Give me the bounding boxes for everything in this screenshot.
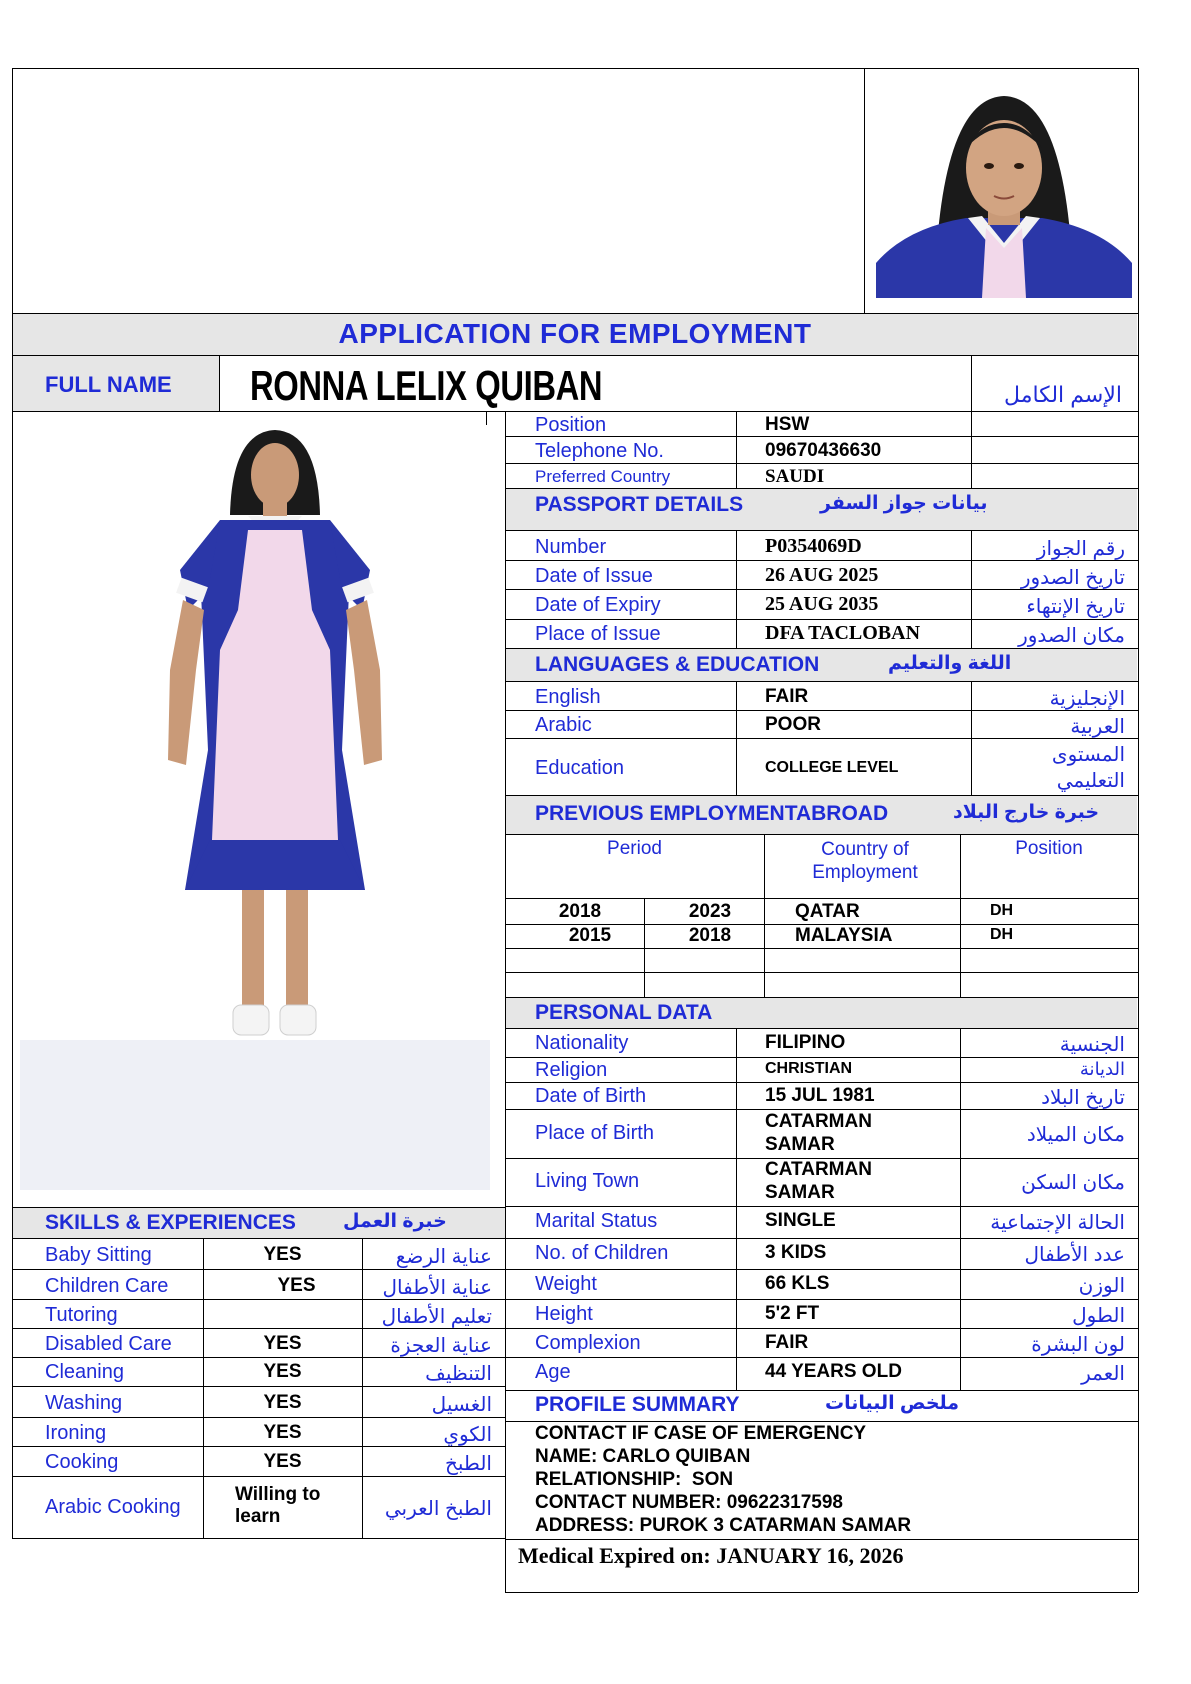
issue-date-value: 26 AUG 2025 xyxy=(765,564,879,586)
medical-expiry: Medical Expired on: JANUARY 16, 2026 xyxy=(518,1543,904,1568)
profile-line-4: CONTACT NUMBER: 09622317598 xyxy=(535,1492,843,1513)
skill-children-care-label: Children Care xyxy=(45,1275,169,1297)
telephone-value: 09670436630 xyxy=(765,440,882,461)
skill-children-care-value: YES xyxy=(277,1275,316,1296)
living-town-label: Living Town xyxy=(535,1170,640,1192)
passport-number-label: Number xyxy=(535,536,607,558)
emp-position-header: Position xyxy=(1015,838,1083,859)
emp-row2-country: MALAYSIA xyxy=(795,925,893,946)
arabic-label: Arabic xyxy=(535,714,592,736)
english-arabic: الإنجليزية xyxy=(1049,688,1125,710)
passport-title: PASSPORT DETAILS xyxy=(535,493,744,516)
skill-children-care-arabic: عناية الأطفال xyxy=(382,1277,492,1299)
preferred-country-value: SAUDI xyxy=(765,466,825,487)
dob-arabic: تاريخ البلاد xyxy=(1041,1087,1125,1109)
skill-washing-value: YES xyxy=(263,1392,302,1413)
age-label: Age xyxy=(535,1361,571,1383)
marital-status-arabic: الحالة الإجتماعية xyxy=(990,1212,1125,1234)
nationality-arabic: الجنسية xyxy=(1059,1034,1125,1056)
telephone-label: Telephone No. xyxy=(535,440,664,462)
marital-status-label: Marital Status xyxy=(535,1210,658,1232)
personal-title: PERSONAL DATA xyxy=(535,1001,713,1024)
arabic-value: POOR xyxy=(765,714,821,735)
skill-washing-arabic: الغسيل xyxy=(431,1394,492,1416)
emp-row2-to: 2018 xyxy=(688,925,732,946)
expiry-date-arabic: تاريخ الإنتهاء xyxy=(1026,596,1125,618)
skill-arabic-cooking-value: Willing to learn xyxy=(235,1484,321,1527)
children-label: No. of Children xyxy=(535,1242,669,1264)
skill-baby-sitting-arabic: عناية الرضع xyxy=(395,1246,492,1268)
expiry-date-label: Date of Expiry xyxy=(535,594,661,616)
living-town-value: CATARMAN SAMAR xyxy=(765,1159,872,1203)
education-value: COLLEGE LEVEL xyxy=(765,759,899,776)
position-value: HSW xyxy=(765,414,810,435)
dob-value: 15 JUL 1981 xyxy=(765,1085,875,1106)
position-label: Position xyxy=(535,414,607,436)
skill-cooking-value: YES xyxy=(263,1451,302,1472)
skill-tutoring-label: Tutoring xyxy=(45,1304,118,1326)
page-title: APPLICATION FOR EMPLOYMENT xyxy=(338,318,812,349)
skill-disabled-care-value: YES xyxy=(263,1333,302,1354)
height-arabic: الطول xyxy=(1072,1305,1125,1327)
emp-row1-position: DH xyxy=(990,902,1014,919)
weight-label: Weight xyxy=(535,1273,597,1295)
profile-line-5: ADDRESS: PUROK 3 CATARMAN SAMAR xyxy=(535,1515,912,1536)
skill-ironing-value: YES xyxy=(263,1422,302,1443)
languages-title-arabic: اللغة والتعليم xyxy=(888,653,1012,674)
complexion-arabic: لون البشرة xyxy=(1031,1334,1125,1356)
profile-title-arabic: ملخص البيانات xyxy=(825,1393,960,1414)
complexion-value: FAIR xyxy=(765,1332,809,1353)
religion-value: CHRISTIAN xyxy=(765,1060,853,1077)
portrait-photo xyxy=(876,88,1132,298)
dob-label: Date of Birth xyxy=(535,1085,647,1107)
pob-arabic: مكان الميلاد xyxy=(1026,1124,1125,1146)
issue-place-value: DFA TACLOBAN xyxy=(765,622,921,644)
emp-row1-country: QATAR xyxy=(795,901,860,922)
children-value: 3 KIDS xyxy=(765,1242,827,1263)
employment-title: PREVIOUS EMPLOYMENTABROAD xyxy=(535,802,889,825)
age-value: 44 YEARS OLD xyxy=(765,1361,902,1382)
employment-title-arabic: خبرة خارج البلاد xyxy=(953,802,1100,823)
living-town-arabic: مكان السكن xyxy=(1021,1172,1125,1194)
marital-status-value: SINGLE xyxy=(765,1210,836,1231)
emp-row1-from: 2018 xyxy=(558,901,602,922)
nationality-value: FILIPINO xyxy=(765,1032,846,1053)
country-header: Country of Employment xyxy=(812,839,918,883)
skill-cleaning-label: Cleaning xyxy=(45,1361,124,1383)
passport-number-arabic: رقم الجواز xyxy=(1036,538,1125,560)
emp-row2-position: DH xyxy=(990,926,1014,943)
skill-arabic-cooking-arabic: الطبخ العربي xyxy=(384,1498,492,1520)
emp-row1-to: 2023 xyxy=(688,901,732,922)
full-name-value: RONNA LELIX QUIBAN xyxy=(250,362,603,409)
skill-disabled-care-label: Disabled Care xyxy=(45,1333,172,1355)
skill-ironing-arabic: الكوي xyxy=(443,1424,492,1446)
profile-line-3: RELATIONSHIP: SON xyxy=(535,1469,734,1490)
children-arabic: عدد الأطفال xyxy=(1024,1244,1125,1266)
religion-label: Religion xyxy=(535,1059,608,1081)
preferred-country-label: Preferred Country xyxy=(535,467,671,486)
complexion-label: Complexion xyxy=(535,1332,641,1354)
religion-arabic: الديانة xyxy=(1079,1059,1125,1079)
skills-title-arabic: خبرة العمل xyxy=(343,1211,447,1232)
passport-number-value: P0354069D xyxy=(765,535,862,557)
full-name-label: FULL NAME xyxy=(45,372,172,397)
full-name-arabic: الإسم الكامل xyxy=(1004,382,1122,407)
period-header: Period xyxy=(607,838,662,859)
skill-washing-label: Washing xyxy=(45,1392,123,1414)
skill-tutoring-arabic: تعليم الأطفال xyxy=(381,1306,492,1328)
issue-place-label: Place of Issue xyxy=(535,623,661,645)
english-label: English xyxy=(535,686,601,708)
skill-ironing-label: Ironing xyxy=(45,1422,107,1444)
skill-cleaning-arabic: التنظيف xyxy=(425,1363,492,1385)
issue-date-label: Date of Issue xyxy=(535,565,653,587)
arabic-arabic: العربية xyxy=(1070,716,1125,738)
height-label: Height xyxy=(535,1303,593,1325)
pob-label: Place of Birth xyxy=(535,1122,654,1144)
skill-arabic-cooking-label: Arabic Cooking xyxy=(45,1496,181,1518)
languages-title: LANGUAGES & EDUCATION xyxy=(535,653,820,676)
pob-value: CATARMAN SAMAR xyxy=(765,1111,872,1155)
profile-title: PROFILE SUMMARY xyxy=(535,1393,740,1416)
issue-place-arabic: مكان الصدور xyxy=(1018,625,1125,647)
education-label: Education xyxy=(535,757,624,779)
skill-baby-sitting-value: YES xyxy=(263,1244,302,1265)
skill-cooking-arabic: الطبخ xyxy=(444,1453,492,1475)
education-arabic: المستوى التعليمي xyxy=(1051,744,1125,792)
height-value: 5'2 FT xyxy=(765,1303,820,1324)
weight-value: 66 KLS xyxy=(765,1273,830,1294)
profile-line-1: CONTACT IF CASE OF EMERGENCY xyxy=(535,1423,867,1444)
skill-baby-sitting-label: Baby Sitting xyxy=(45,1244,152,1266)
skill-cooking-label: Cooking xyxy=(45,1451,119,1473)
issue-date-arabic: تاريخ الصدور xyxy=(1020,567,1125,589)
profile-line-2: NAME: CARLO QUIBAN xyxy=(535,1446,751,1467)
emp-row2-from: 2015 xyxy=(568,925,612,946)
expiry-date-value: 25 AUG 2035 xyxy=(765,593,879,615)
skills-title: SKILLS & EXPERIENCES xyxy=(45,1211,296,1234)
english-value: FAIR xyxy=(765,686,809,707)
passport-title-arabic: بيانات جواز السفر xyxy=(820,493,988,514)
age-arabic: العمر xyxy=(1081,1363,1125,1385)
skill-disabled-care-arabic: عناية العجزة xyxy=(390,1335,492,1357)
full-body-photo xyxy=(20,420,490,1190)
skill-cleaning-value: YES xyxy=(263,1361,302,1382)
weight-arabic: الوزن xyxy=(1078,1275,1125,1297)
nationality-label: Nationality xyxy=(535,1032,629,1054)
